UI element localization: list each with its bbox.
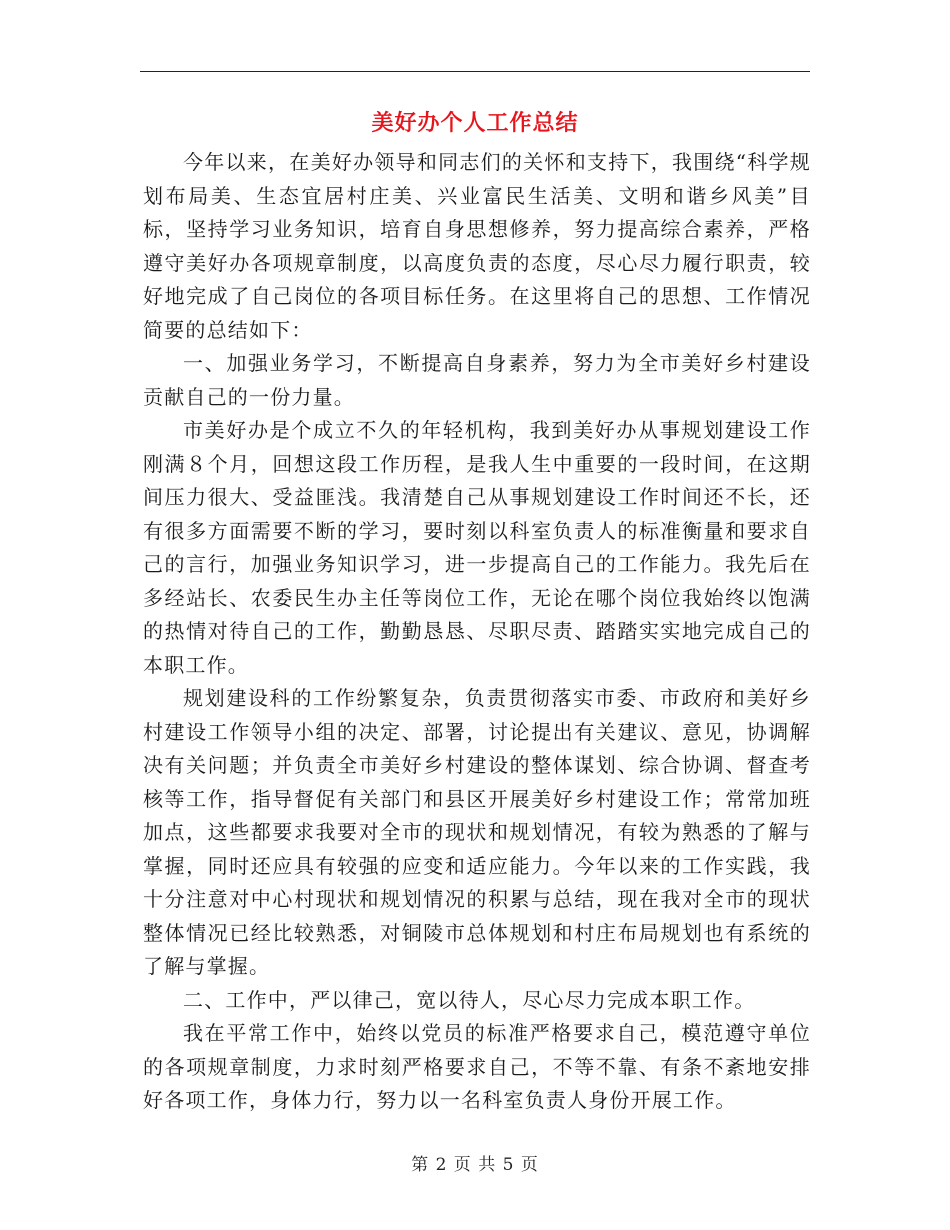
- paragraph-section-2-body: 我在平常工作中，始终以党员的标准严格要求自己，模范遵守单位的各项规章制度，力求时刻严格要求自己，不等不靠、有条不紊地安排好各项工作，身体力行，努力以一名科室负责人身份开展工作。: [143, 1021, 811, 1112]
- paragraph-section-1-heading: 一、加强业务学习，不断提高自身素养，努力为全市美好乡村建设贡献自己的一份力量。: [143, 351, 811, 409]
- paragraph-section-2-heading: 二、工作中，严以律己，宽以待人，尽心尽力完成本职工作。: [183, 987, 756, 1012]
- page-number: 第 2 页 共 5 页: [411, 1155, 539, 1175]
- document-body: [143, 146, 811, 1118]
- paragraph-section-1-body-a: 市美好办是个成立不久的年轻机构，我到美好办从事规划建设工作刚满８个月，回想这段工作历程，是我人生中重要的一段时间，在这期间压力很大、受益匪浅。我清楚自己从事规划建设工作时间还不长，还有很多方面需要不断的学习，要时刻以科室负责人的标准衡量和要求自己的言行，加强业务知识学习，进一步提高自己的工作能力。我先后在多经站长、农委民生办主任等岗位工作，无论在哪个岗位我始终以饱满的热情对待自己的工作，勤勤恳恳、尽职尽责、踏踏实实地完成自己的本职工作。: [143, 418, 811, 677]
- header-rule: [140, 71, 810, 72]
- document-title: 美好办个人工作总结: [371, 111, 579, 136]
- paragraph-intro: 今年以来，在美好办领导和同志们的关怀和支持下，我围绕“科学规划布局美、生态宜居村庄美、兴业富民生活美、文明和谐乡风美”目标，坚持学习业务知识，培育自身思想修养，努力提高综合素养，严格遵守美好办各项规章制度，以高度负责的态度，尽心尽力履行职责，较好地完成了自己岗位的各项目标任务。在这里将自己的思想、工作情况简要的总结如下：: [143, 150, 811, 342]
- paragraph-section-1-body-b: 规划建设科的工作纷繁复杂，负责贯彻落实市委、市政府和美好乡村建设工作领导小组的决定、部署，讨论提出有关建议、意见，协调解决有关问题；并负责全市美好乡村建设的整体谋划、综合协调、督查考核等工作，指导督促有关部门和县区开展美好乡村建设工作；常常加班加点，这些都要求我要对全市的现状和规划情况，有较为熟悉的了解与掌握，同时还应具有较强的应变和适应能力。今年以来的工作实践，我十分注意对中心村现状和规划情况的积累与总结，现在我对全市的现状整体情况已经比较熟悉，对铜陵市总体规划和村庄布局规划也有系统的了解与掌握。: [143, 686, 811, 978]
